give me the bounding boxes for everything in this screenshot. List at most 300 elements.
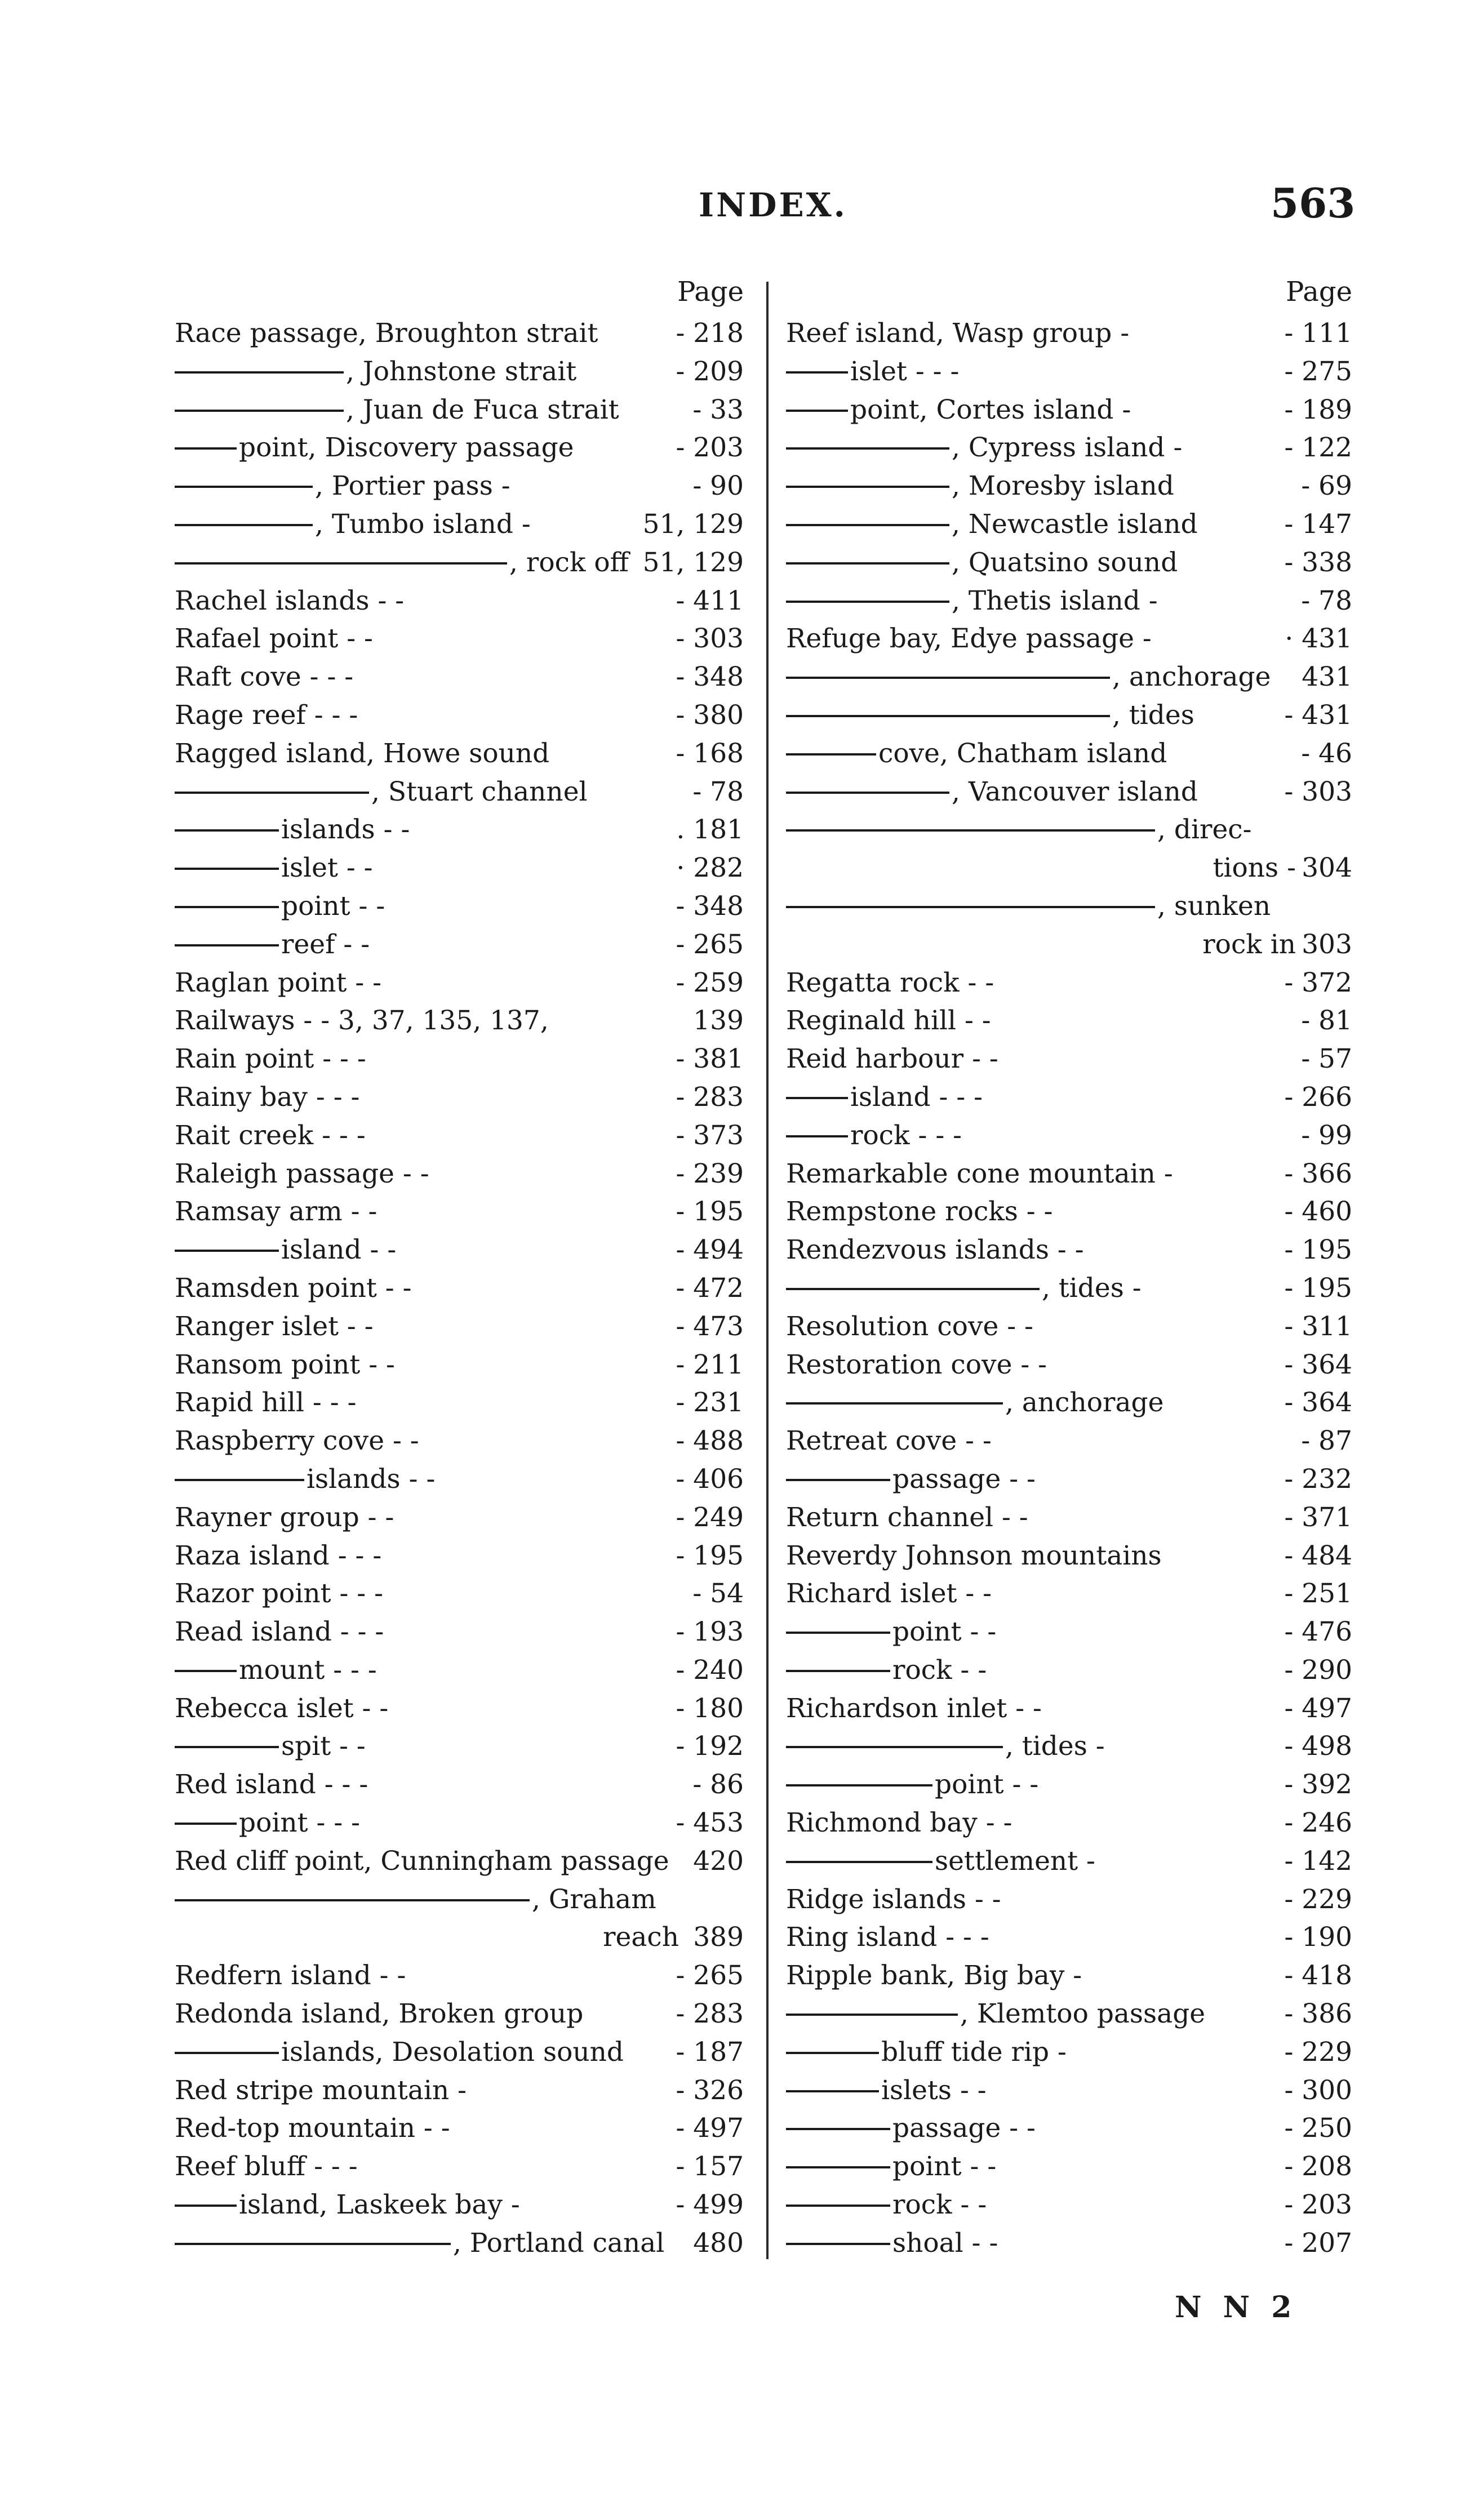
index-entry [786, 1040, 1352, 1078]
index-entry [786, 887, 1352, 926]
entry-label: Ripple bank, Big bay - [786, 1960, 1082, 1992]
entry-label: Raspberry cove - - [175, 1425, 419, 1457]
index-entry [175, 2148, 744, 2186]
index-entry [175, 314, 744, 353]
entry-label: Richard islet - - [786, 1578, 992, 1610]
entry-page: - 381 [676, 1043, 744, 1075]
entry-page: - 488 [676, 1425, 744, 1457]
entry-page: - 147 [1284, 508, 1352, 540]
entry-page: - 275 [1284, 355, 1352, 387]
index-entry [786, 505, 1352, 544]
entry-text [786, 2148, 996, 2186]
index-entry [786, 1308, 1352, 1346]
ditto-rule [786, 1784, 932, 1786]
index-entry [175, 773, 744, 811]
index-entry [786, 582, 1352, 620]
index-entry [786, 544, 1352, 582]
entry-text [786, 964, 994, 1002]
entry-label: Reid harbour - - [786, 1043, 998, 1075]
entry-label: , sunken [1157, 890, 1271, 922]
index-entry [175, 429, 744, 467]
entry-label: , anchorage [1005, 1387, 1164, 1419]
index-entry [175, 1308, 744, 1346]
entry-page: - 157 [676, 2151, 744, 2183]
entry-label: , Quatsino sound [952, 546, 1178, 578]
entry-label: reef - - [281, 928, 370, 960]
index-entry [175, 1613, 744, 1651]
entry-page: - 311 [1284, 1310, 1352, 1342]
entry-page: - 211 [676, 1349, 744, 1380]
index-entry [786, 1918, 1352, 1957]
ditto-rule [786, 1402, 1003, 1405]
entry-page: - 411 [676, 585, 744, 616]
entry-page: - 453 [676, 1807, 744, 1839]
entry-page: - 259 [676, 967, 744, 998]
ditto-rule [175, 906, 279, 908]
entry-text [175, 620, 373, 658]
entry-label: Reverdy Johnson mountains [786, 1540, 1162, 1571]
index-entry [175, 2109, 744, 2148]
entry-page: - 392 [1284, 1769, 1352, 1801]
entry-text [175, 773, 588, 811]
entry-label: island - - [281, 1234, 397, 1266]
entry-page: - 473 [676, 1310, 744, 1342]
entry-text [175, 1881, 656, 1919]
entry-label: Ranger islet - - [175, 1310, 374, 1342]
entry-text [786, 544, 1178, 582]
index-entry [175, 887, 744, 926]
entry-page: - 326 [676, 2074, 744, 2106]
entry-label: Rempstone rocks - - [786, 1196, 1053, 1228]
entry-label: Return channel - - [786, 1501, 1028, 1533]
entry-page: - 348 [676, 661, 744, 693]
entry-text [786, 811, 1251, 849]
entry-page: - 472 [676, 1272, 744, 1304]
entry-page: - 283 [676, 1998, 744, 2030]
entry-label: , Stuart channel [371, 776, 588, 807]
entry-page: 389 [693, 1922, 744, 1953]
index-entry [786, 1193, 1352, 1231]
index-entry [786, 1881, 1352, 1919]
ditto-rule [786, 1135, 848, 1137]
entry-text [175, 1155, 429, 1193]
entry-text [786, 1460, 1036, 1499]
index-entry [175, 1002, 744, 1040]
entry-text [786, 1117, 962, 1155]
index-entry [175, 735, 744, 773]
entry-page: - 240 [676, 1654, 744, 1686]
index-entry [175, 353, 744, 391]
entry-text [175, 887, 385, 926]
ditto-rule [175, 524, 313, 526]
entry-label: point - - [892, 1616, 997, 1648]
index-entry [175, 582, 744, 620]
index-entry [786, 773, 1352, 811]
entry-page: - 239 [676, 1158, 744, 1189]
entry-label: islet - - [281, 852, 373, 884]
entry-page: - 266 [1284, 1081, 1352, 1113]
entry-label: Restoration cove - - [786, 1349, 1047, 1380]
entry-page: 139 [693, 1005, 744, 1037]
entry-label: Reef bluff - - - [175, 2151, 358, 2183]
entry-text [175, 1957, 406, 1995]
entry-page: - 87 [1301, 1425, 1352, 1457]
entry-text [1213, 849, 1296, 887]
entry-text [175, 1231, 396, 1269]
ditto-rule [786, 753, 876, 755]
ditto-rule [175, 1250, 279, 1252]
entry-page: - 371 [1284, 1501, 1352, 1533]
entry-label: , direc- [1157, 814, 1252, 846]
index-entry [175, 1499, 744, 1537]
entry-text [786, 696, 1194, 735]
entry-label: , Newcastle island [952, 508, 1198, 540]
entry-page: - 265 [676, 1960, 744, 1992]
index-entry [175, 1460, 744, 1499]
entry-label: Regatta rock - - [786, 967, 994, 998]
entry-page: · 431 [1285, 623, 1352, 655]
entry-text [603, 1918, 679, 1957]
ditto-rule [786, 2205, 890, 2207]
entry-label: shoal - - [892, 2227, 998, 2259]
entry-text [786, 1804, 1012, 1842]
entry-text [175, 1727, 366, 1766]
entry-page: - 122 [1284, 432, 1352, 464]
entry-text [175, 467, 510, 505]
entry-text [175, 1078, 359, 1117]
page-title: INDEX. [699, 186, 847, 224]
entry-page: - 249 [676, 1501, 744, 1533]
entry-page: - 497 [1284, 1692, 1352, 1724]
entry-page: - 187 [676, 2036, 744, 2068]
index-entry [786, 811, 1352, 849]
entry-text [175, 1040, 366, 1078]
entry-text [175, 1346, 395, 1384]
ditto-rule [786, 2243, 890, 2245]
entry-label: Red cliff point, Cunningham passage [175, 1845, 669, 1877]
entry-text [786, 1575, 992, 1613]
index-entry [786, 429, 1352, 467]
entry-label: Ring island - - - [786, 1922, 989, 1953]
entry-page: - 208 [1284, 2151, 1352, 2183]
page-column-label: Page [1286, 276, 1352, 308]
ditto-rule [786, 410, 848, 412]
entry-page: - 460 [1284, 1196, 1352, 1228]
entry-text [786, 1384, 1163, 1422]
entry-text [175, 1651, 377, 1690]
entry-text [786, 1422, 992, 1460]
entry-label: islands - - [281, 814, 410, 846]
entry-text [175, 1537, 381, 1575]
entry-label: rock - - [892, 2189, 987, 2221]
entry-text [786, 1537, 1162, 1575]
index-entry [786, 1766, 1352, 1804]
ditto-rule [175, 2205, 237, 2207]
entry-page: - 290 [1284, 1654, 1352, 1686]
index-entry [786, 1995, 1352, 2033]
index-entry [175, 964, 744, 1002]
page-number: 563 [1271, 179, 1356, 227]
entry-text [786, 2224, 998, 2263]
ditto-rule [786, 2090, 879, 2092]
index-entry [175, 1422, 744, 1460]
index-entry [175, 1575, 744, 1613]
entry-label: passage - - [892, 1463, 1036, 1495]
entry-page: - 193 [676, 1616, 744, 1648]
ditto-rule [786, 486, 949, 488]
entry-text [786, 467, 1174, 505]
entry-page: - 203 [676, 432, 744, 464]
index-entry [786, 1575, 1352, 1613]
entry-page: - 90 [692, 470, 744, 502]
page-column-label: Page [677, 276, 744, 308]
entry-page: - 494 [676, 1234, 744, 1266]
entry-text [786, 1918, 989, 1957]
entry-text [175, 658, 353, 696]
entry-label: Ramsay arm - - [175, 1196, 377, 1228]
entry-text [175, 1995, 583, 2033]
index-entry [175, 811, 744, 849]
entry-page: - 57 [1301, 1043, 1352, 1075]
entry-page: - 418 [1284, 1960, 1352, 1992]
entry-page: - 303 [676, 623, 744, 655]
entry-text [786, 773, 1198, 811]
index-entry [786, 1078, 1352, 1117]
entry-label: Rapid hill - - - [175, 1387, 357, 1419]
index-entry [175, 1804, 744, 1842]
entry-label: Raglan point - - [175, 967, 382, 998]
entry-label: Rebecca islet - - [175, 1692, 389, 1724]
index-entry [175, 1193, 744, 1231]
entry-page: . 181 [676, 814, 744, 846]
entry-page: - 180 [676, 1692, 744, 1724]
entry-text [786, 1651, 987, 1690]
index-entry [786, 658, 1352, 696]
entry-label: , tides [1112, 699, 1194, 731]
index-entry [175, 1078, 744, 1117]
index-entry [175, 1040, 744, 1078]
entry-text [175, 582, 404, 620]
index-entry [786, 1957, 1352, 1995]
index-entry [786, 1422, 1352, 1460]
index-entry [786, 849, 1352, 887]
entry-label: , Tumbo island - [315, 508, 531, 540]
index-entry [786, 1804, 1352, 1842]
entry-label: Rage reef - - - [175, 699, 358, 731]
entry-label: Resolution cove - - [786, 1310, 1033, 1342]
entry-text [786, 1499, 1028, 1537]
ditto-rule [786, 447, 949, 450]
entry-text [786, 1155, 1173, 1193]
ditto-rule [175, 829, 279, 832]
index-entry [175, 2224, 744, 2263]
entry-text [175, 926, 370, 964]
index-entry [786, 467, 1352, 505]
entry-label: Rafael point - - [175, 623, 373, 655]
entry-page: - 300 [1284, 2074, 1352, 2106]
ditto-rule [786, 829, 1155, 832]
index-entry [786, 1651, 1352, 1690]
entry-page: - 46 [1301, 737, 1352, 769]
entry-text [786, 2033, 1067, 2072]
entry-label: rock - - - [850, 1119, 962, 1151]
entry-text [786, 735, 1167, 773]
entry-page: - 498 [1284, 1731, 1352, 1762]
entry-page: - 218 [676, 318, 744, 349]
index-entry [175, 1727, 744, 1766]
entry-text [786, 620, 1152, 658]
index-column-left [175, 276, 744, 2263]
entry-label: , anchorage [1112, 661, 1271, 693]
entry-text [175, 1613, 384, 1651]
entry-label: Railways - - 3, 37, 135, 137, [175, 1005, 549, 1037]
entry-page: 303 [1302, 928, 1352, 960]
ditto-rule [175, 410, 344, 412]
entry-page: - 33 [692, 394, 744, 425]
entry-text [786, 1690, 1042, 1728]
entry-page: - 431 [1284, 699, 1352, 731]
entry-label: point - - [892, 2151, 997, 2183]
ditto-rule [786, 562, 949, 565]
index-entry [786, 1460, 1352, 1499]
entry-text [1202, 926, 1296, 964]
index-entry [175, 2033, 744, 2072]
entry-label: Rendezvous islands - - [786, 1234, 1084, 1266]
entry-page: - 232 [1284, 1463, 1352, 1495]
index-entry [175, 1651, 744, 1690]
entry-label: Race passage, Broughton strait [175, 318, 598, 349]
index-entry [175, 467, 744, 505]
ditto-rule [786, 1746, 1003, 1748]
entry-text [175, 1690, 388, 1728]
entry-text [175, 1499, 394, 1537]
entry-label: cove, Chatham island [878, 737, 1167, 769]
entry-text [786, 1269, 1142, 1308]
entry-label: point - - - [239, 1807, 361, 1839]
entry-label: point, Discovery passage [239, 432, 574, 464]
entry-page: - 476 [1284, 1616, 1352, 1648]
entry-text [786, 1308, 1033, 1346]
index-entry [175, 1881, 744, 1919]
entry-label: Rainy bay - - - [175, 1081, 360, 1113]
ditto-rule [175, 1899, 530, 1901]
entry-page: - 78 [1301, 585, 1352, 616]
entry-label: , Moresby island [952, 470, 1174, 502]
entry-label: islet - - - [850, 355, 960, 387]
entry-page: - 86 [692, 1769, 744, 1801]
column-divider [766, 282, 769, 2259]
entry-page: - 251 [1284, 1578, 1352, 1610]
index-entry [786, 2033, 1352, 2072]
index-entries-left [175, 314, 744, 2263]
entry-page: - 373 [676, 1119, 744, 1151]
index-entry [175, 1537, 744, 1575]
entry-text [175, 1422, 419, 1460]
entry-text [175, 1308, 374, 1346]
index-entry [786, 2072, 1352, 2110]
entry-page: · 282 [676, 852, 744, 884]
entry-page: - 366 [1284, 1158, 1352, 1189]
entry-label: Richmond bay - - [786, 1807, 1012, 1839]
entry-page: - 142 [1284, 1845, 1352, 1877]
entry-label: Rait creek - - - [175, 1119, 366, 1151]
index-entry [786, 1613, 1352, 1651]
index-entry [786, 926, 1352, 964]
entry-text [786, 1957, 1082, 1995]
entry-label: , Thetis island - [952, 585, 1158, 616]
index-entry [175, 1995, 744, 2033]
index-entry [786, 2148, 1352, 2186]
entry-page: - 231 [676, 1387, 744, 1419]
entry-label: point - - [281, 890, 385, 922]
entry-label: Raft cove - - - [175, 661, 354, 693]
entry-label: Redonda island, Broken group [175, 1998, 584, 2030]
index-entry [175, 544, 744, 582]
entry-label: Raza island - - - [175, 1540, 382, 1571]
index-entry [175, 696, 744, 735]
ditto-rule [175, 371, 344, 374]
ditto-rule [786, 2014, 958, 2016]
entry-page: - 497 [676, 2113, 744, 2144]
entry-label: spit - - [281, 1731, 366, 1762]
signature-mark: N N 2 [1175, 2290, 1298, 2325]
entry-text [175, 544, 629, 582]
entry-page: - 209 [676, 355, 744, 387]
index-entry [786, 735, 1352, 773]
entry-label: Red stripe mountain - [175, 2074, 467, 2106]
entry-page: - 168 [676, 737, 744, 769]
entry-page: - 499 [676, 2189, 744, 2221]
entry-label: Red-top mountain - - [175, 2113, 450, 2144]
entry-text [175, 1269, 412, 1308]
entry-page: 480 [693, 2227, 744, 2259]
entry-text [175, 1842, 669, 1881]
entry-label: Raleigh passage - - [175, 1158, 429, 1189]
entry-text [786, 1231, 1084, 1269]
entry-label: , Cypress island - [952, 432, 1183, 464]
index-entry [786, 1002, 1352, 1040]
ditto-rule [786, 1670, 890, 1672]
index-entry [786, 1155, 1352, 1193]
entry-text [786, 887, 1271, 926]
entry-page: - 372 [1284, 967, 1352, 998]
ditto-rule [175, 447, 237, 450]
entry-label: Ragged island, Howe sound [175, 737, 550, 769]
entry-label: settlement - [935, 1845, 1095, 1877]
entry-label: Reef island, Wasp group - [786, 318, 1130, 349]
index-entry [786, 1231, 1352, 1269]
entry-text [786, 1766, 1038, 1804]
index-entry [786, 2109, 1352, 2148]
entry-text [786, 1881, 1001, 1919]
entry-page: - 111 [1284, 318, 1352, 349]
entry-text [786, 353, 959, 391]
entry-page: - 364 [1284, 1349, 1352, 1380]
ditto-rule [175, 486, 313, 488]
entry-page: - 364 [1284, 1387, 1352, 1419]
entry-text [786, 314, 1129, 353]
entry-page: - 229 [1284, 1883, 1352, 1915]
entry-page: - 484 [1284, 1540, 1352, 1571]
entry-page: - 78 [692, 776, 744, 807]
entry-text [786, 1040, 998, 1078]
entry-text [175, 314, 598, 353]
entry-text [175, 735, 549, 773]
ditto-rule [175, 944, 279, 946]
ditto-rule [175, 868, 279, 870]
ditto-rule [175, 2052, 279, 2054]
entry-label: , tides - [1005, 1731, 1105, 1762]
